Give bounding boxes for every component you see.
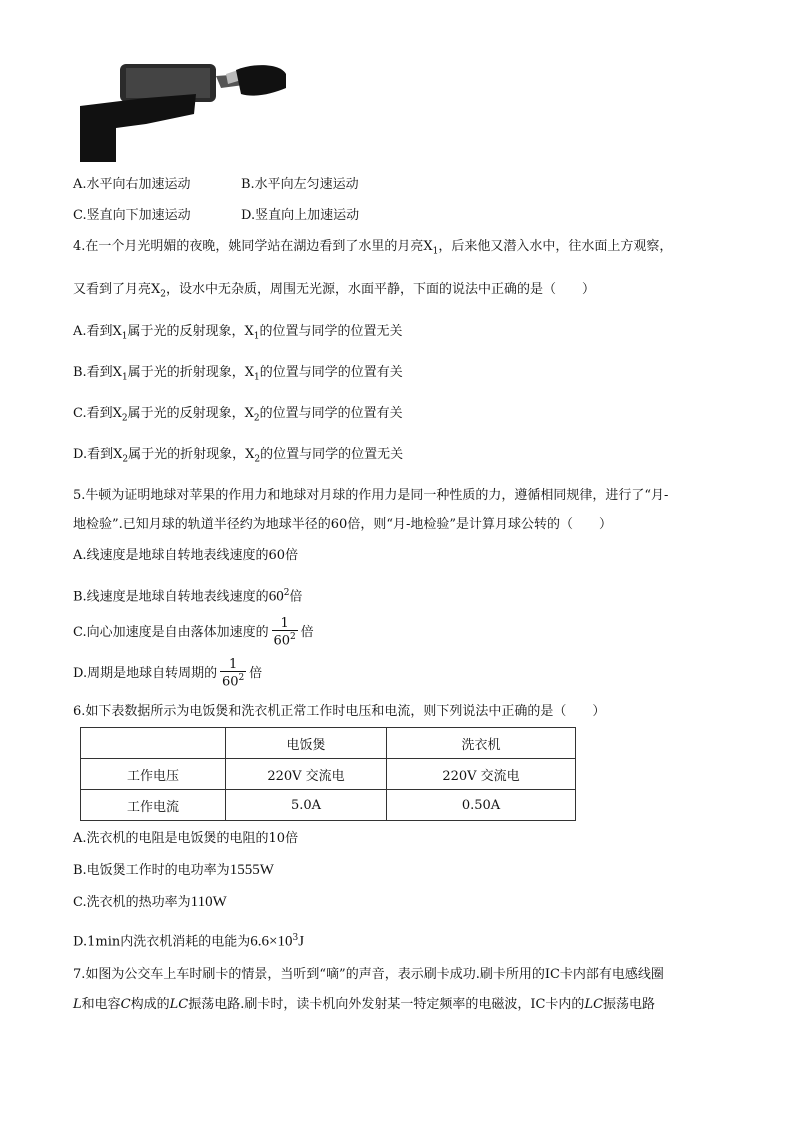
q5-option-b[interactable]: B.线速度是地球自转地表线速度的$60^2$倍 [73, 588, 303, 605]
q5-option-a[interactable]: A.线速度是地球自转地表线速度的60倍 [73, 548, 299, 563]
fraction: $\frac{1}{60^2}$ [273, 616, 296, 649]
table-header-cell: 电饭煲 [226, 728, 387, 759]
q4-option-c[interactable]: C.看到$X_2$属于光的反射现象，$X_2$的位置与同学的位置有关 [73, 406, 403, 424]
table-header-row [81, 728, 576, 759]
q6-option-b[interactable]: B.电饭煲工作时的电功率为1555W [73, 862, 274, 878]
table-cell: 0.50A [387, 790, 576, 821]
q4-option-b[interactable]: B.看到$X_1$属于光的折射现象，$X_1$的位置与同学的位置有关 [73, 365, 403, 383]
card-reader-figure [76, 58, 291, 164]
q5-option-c[interactable]: C.向心加速度是自由落体加速度的 $\frac{1}{60^2}$ 倍 [73, 616, 314, 649]
q3-options-row-2 [73, 204, 359, 223]
q7-stem-line-2: L和电容C构成的LC振荡电路.刷卡时，读卡机向外发射某一特定频率的电磁波，IC卡内的LC振荡电路 [73, 997, 656, 1012]
q5-stem-line-1: 5.牛顿为证明地球对苹果的作用力和地球对月球的作用力是同一种性质的力，遵循相同规律，进行了“月- [73, 488, 669, 503]
q7-stem-line-1: 7.如图为公交车上车时刷卡的情景，当听到“嘀”的声音，表示刷卡成功.刷卡所用的IC卡内部有电感线圈 [73, 967, 664, 982]
table-cell: 220V 交流电 [387, 759, 576, 790]
q6-data-table [80, 727, 576, 821]
q3-option-d[interactable]: D.竖直向上加速运动 [241, 208, 360, 223]
q4-option-d[interactable]: D.看到$X_2$属于光的折射现象，$X_2$的位置与同学的位置无关 [73, 447, 404, 465]
q5-option-d[interactable]: D.周期是地球自转周期的 $\frac{1}{60^2}$ 倍 [73, 657, 263, 690]
q3-option-c[interactable]: C.竖直向下加速运动 [73, 208, 191, 223]
table-row [81, 790, 576, 821]
q6-option-d[interactable]: D.1min内洗衣机消耗的电能为$6.6\times 10^3J$ [73, 933, 305, 950]
q3-options-row-1 [73, 173, 359, 192]
q3-option-b[interactable]: B.水平向左匀速运动 [241, 177, 359, 192]
q4-option-a[interactable]: A.看到$X_1$属于光的反射现象，$X_1$的位置与同学的位置无关 [73, 324, 403, 342]
q6-option-a[interactable]: A.洗衣机的电阻是电饭煲的电阻的10倍 [73, 831, 299, 846]
table-row [81, 759, 576, 790]
fraction: $\frac{1}{60^2}$ [221, 657, 245, 690]
q4-stem-line-2: 又看到了月亮$X_2$，设水中无杂质，周围无光源，水面平静，下面的说法中正确的是（ ） [73, 282, 596, 300]
q4-stem-line-1: 4.在一个月光明媚的夜晚，姚同学站在湖边看到了水里的月亮$X_1$，后来他又潜入水中，往水面上方观察， [73, 239, 673, 257]
table-cell: 工作电压 [81, 759, 226, 790]
table-cell: 5.0A [226, 790, 387, 821]
table-header-cell: 洗衣机 [387, 728, 576, 759]
q6-stem: 6.如下表数据所示为电饭煲和洗衣机正常工作时电压和电流，则下列说法中正确的是（ ） [73, 704, 606, 719]
q6-option-c[interactable]: C.洗衣机的热功率为110W [73, 894, 227, 910]
q3-option-a[interactable]: A.水平向右加速运动 [73, 177, 191, 192]
q5-stem-line-2: 地检验”.已知月球的轨道半径约为地球半径的60倍，则“月-地检验”是计算月球公转的（ ） [73, 517, 613, 532]
table-cell: 工作电流 [81, 790, 226, 821]
table-cell: 220V 交流电 [226, 759, 387, 790]
table-header-cell [81, 728, 226, 759]
